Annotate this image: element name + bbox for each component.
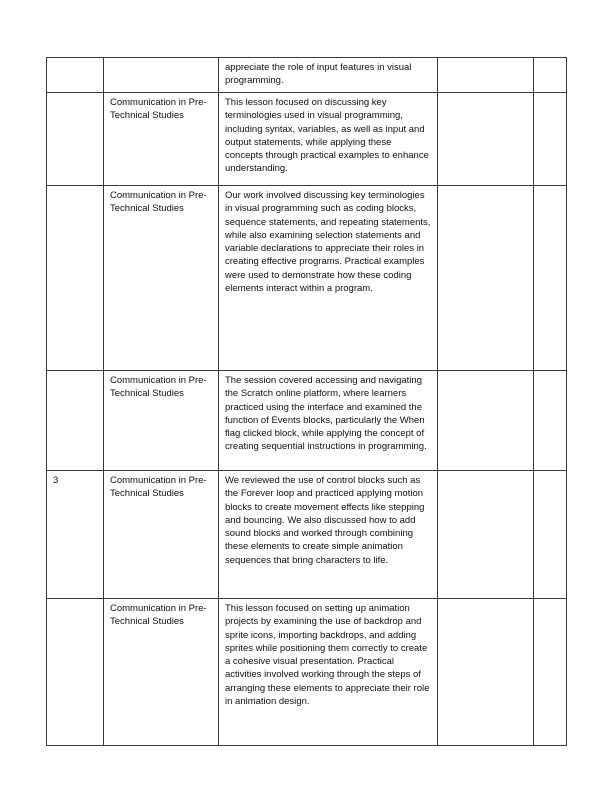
empty-cell [438, 93, 534, 186]
description-cell: This lesson focused on discussing key terminologies used in visual programming, including syntax, variables, as well as input and output statements, while applying these concepts through practical examples to enhance understanding. [219, 93, 438, 186]
week-cell [47, 58, 104, 93]
week-cell [47, 186, 104, 371]
empty-cell [438, 599, 534, 746]
empty-cell [438, 58, 534, 93]
empty-cell [534, 93, 567, 186]
subject-cell: Communication in Pre-Technical Studies [104, 186, 219, 371]
empty-cell [438, 186, 534, 371]
empty-cell [534, 58, 567, 93]
table-row [47, 599, 567, 746]
lesson-log-table [46, 57, 567, 746]
empty-cell [534, 186, 567, 371]
table-row [47, 471, 567, 599]
week-cell [47, 371, 104, 471]
empty-cell [534, 599, 567, 746]
empty-cell [438, 371, 534, 471]
empty-cell [534, 371, 567, 471]
table-row [47, 58, 567, 93]
empty-cell [438, 471, 534, 599]
table-row [47, 371, 567, 471]
description-cell: We reviewed the use of control blocks such as the Forever loop and practiced applying motion blocks to create movement effects like stepping and bouncing. We also discussed how to add sound blocks and worked through combining these elements to create simple animation sequences that bring characters to life. [219, 471, 438, 599]
week-number-cell: 3 [47, 471, 104, 599]
description-cell: The session covered accessing and navigating the Scratch online platform, where learners practiced using the interface and examined the function of Events blocks, particularly the When flag clicked block, while applying the concept of creating sequential instructions in programming. [219, 371, 438, 471]
empty-cell [534, 471, 567, 599]
description-cell: Our work involved discussing key terminologies in visual programming such as coding blocks, sequence statements, and repeating statements, while also examining selection statements and variable declarations to appreciate their roles in creating effective programs. Practical examples were used to demonstrate how these coding elements interact within a program. [219, 186, 438, 371]
subject-cell [104, 58, 219, 93]
week-cell [47, 93, 104, 186]
table-row [47, 93, 567, 186]
description-cell: This lesson focused on setting up animation projects by examining the use of backdrop and sprite icons, importing backdrops, and adding sprites while positioning them correctly to create a cohesive visual presentation. Practical activities involved working through the steps of arranging these elements to appreciate their role in animation design. [219, 599, 438, 746]
subject-cell: Communication in Pre-Technical Studies [104, 371, 219, 471]
week-cell [47, 599, 104, 746]
table-row [47, 186, 567, 371]
subject-cell: Communication in Pre-Technical Studies [104, 599, 219, 746]
subject-cell: Communication in Pre-Technical Studies [104, 471, 219, 599]
description-cell: appreciate the role of input features in visual programming. [219, 58, 438, 93]
subject-cell: Communication in Pre-Technical Studies [104, 93, 219, 186]
